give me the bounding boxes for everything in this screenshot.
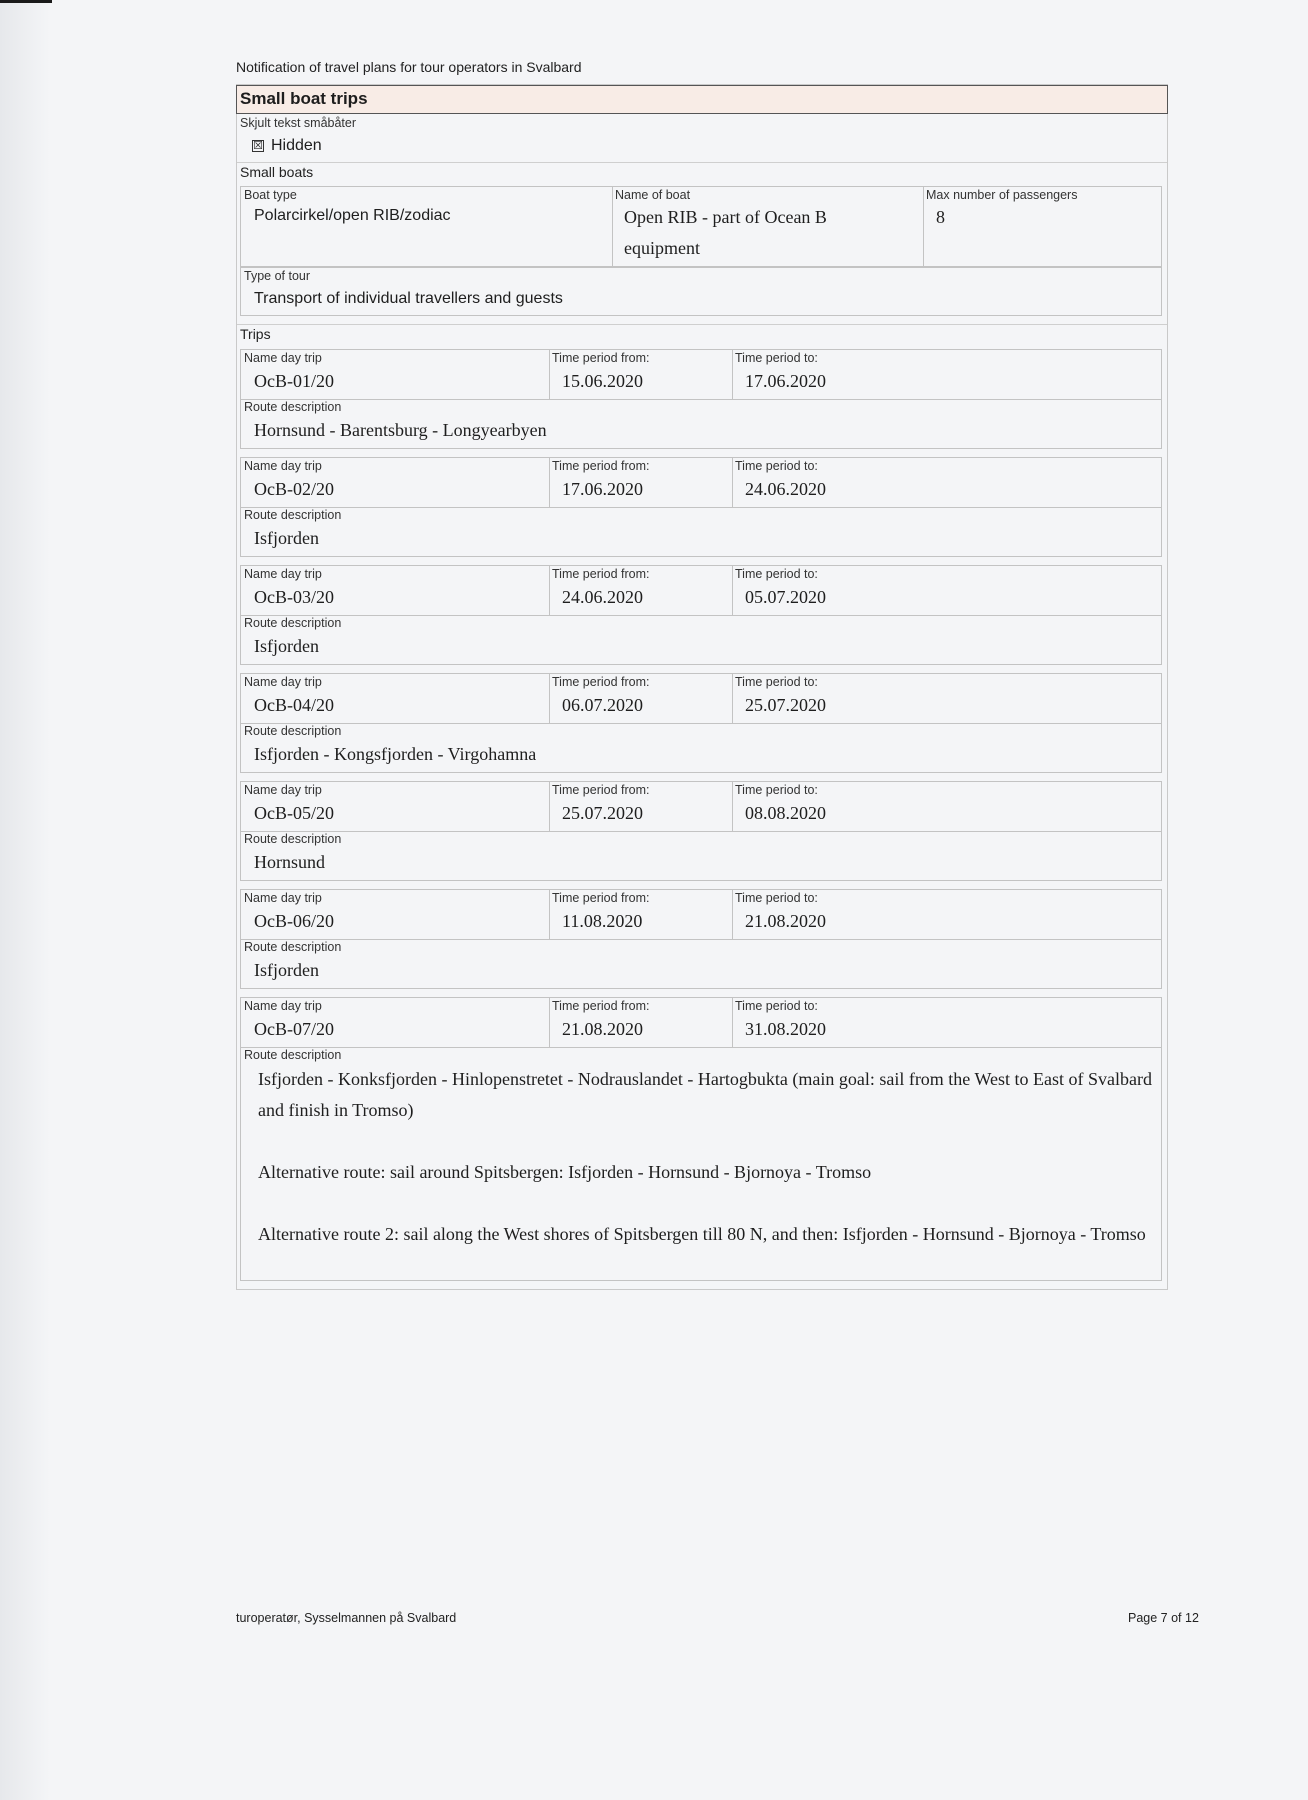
time-from-label: Time period from:: [552, 675, 650, 689]
hidden-checkbox[interactable]: ☒: [253, 140, 263, 152]
max-passengers-value: 8: [936, 207, 945, 227]
trip-name-label: Name day trip: [244, 459, 322, 473]
time-to-label: Time period to:: [735, 999, 818, 1013]
divider: [237, 162, 1167, 163]
footer-left: turoperatør, Sysselmannen på Svalbard: [236, 1611, 457, 1625]
time-from: 11.08.2020: [562, 911, 643, 931]
trip-block: [240, 457, 1162, 557]
time-from: 06.07.2020: [562, 695, 643, 715]
boat-name-value-line2: equipment: [624, 238, 700, 258]
hidden-value: Hidden: [271, 137, 322, 154]
trip-block: [240, 997, 1162, 1281]
trip-name: OcB-03/20: [254, 587, 334, 607]
page-number: Page 7 of 12: [1128, 1611, 1199, 1625]
time-from: 24.06.2020: [562, 587, 643, 607]
time-to-label: Time period to:: [735, 891, 818, 905]
trip-name: OcB-05/20: [254, 803, 334, 823]
trip-name-label: Name day trip: [244, 891, 322, 905]
tour-type-row: [240, 267, 1162, 316]
trip-name: OcB-01/20: [254, 371, 334, 391]
trip-block: [240, 349, 1162, 449]
route-label: Route description: [244, 1048, 342, 1062]
trip-name-label: Name day trip: [244, 351, 322, 365]
trip-name: OcB-07/20: [254, 1019, 334, 1039]
boat-type-label: Boat type: [244, 188, 297, 202]
time-from-label: Time period from:: [552, 783, 650, 797]
route-paragraph-alternative: Alternative route: sail around Spitsbergen: Isfjorden - Hornsund - Bjornoya - Tromso: [258, 1162, 872, 1182]
route-label: Route description: [244, 400, 342, 414]
time-from: 15.06.2020: [562, 371, 643, 391]
trips-label: Trips: [240, 326, 271, 342]
time-to: 24.06.2020: [745, 479, 826, 499]
scan-edge: [0, 0, 50, 1800]
trip-block: [240, 673, 1162, 773]
time-to: 08.08.2020: [745, 803, 826, 823]
time-to-label: Time period to:: [735, 675, 818, 689]
trip-name-label: Name day trip: [244, 999, 322, 1013]
trip-name: OcB-04/20: [254, 695, 334, 715]
trip-name: OcB-02/20: [254, 479, 334, 499]
trip-name-label: Name day trip: [244, 783, 322, 797]
time-from: 25.07.2020: [562, 803, 643, 823]
time-to: 31.08.2020: [745, 1019, 826, 1039]
time-from-label: Time period from:: [552, 459, 650, 473]
boat-type-value: Polarcirkel/open RIB/zodiac: [254, 207, 451, 224]
time-to-label: Time period to:: [735, 459, 818, 473]
route-paragraph-alternative-2: Alternative route 2: sail along the West shores of Spitsbergen till 80 N, and then: Isfjorden - Hornsund - Bjornoya - Tromso: [258, 1224, 1146, 1244]
time-to: 25.07.2020: [745, 695, 826, 715]
time-from: 17.06.2020: [562, 479, 643, 499]
route-description: Isfjorden - Kongsfjorden - Virgohamna: [254, 744, 537, 764]
route-description: Hornsund - Barentsburg - Longyearbyen: [254, 420, 547, 440]
hidden-text-label: Skjult tekst småbåter: [240, 116, 357, 130]
time-to: 17.06.2020: [745, 371, 826, 391]
route-label: Route description: [244, 508, 342, 522]
small-boat-trips-form: [236, 84, 1168, 1290]
time-to-label: Time period to:: [735, 567, 818, 581]
time-to-label: Time period to:: [735, 351, 818, 365]
tour-type-value: Transport of individual travellers and guests: [254, 290, 563, 307]
trip-block: [240, 889, 1162, 989]
max-passengers-label: Max number of passengers: [926, 188, 1078, 202]
scan-corner-mark: [0, 0, 52, 3]
route-description: Isfjorden: [254, 528, 319, 548]
boat-name-value-line1: Open RIB - part of Ocean B: [624, 207, 827, 227]
divider: [237, 324, 1167, 325]
time-from-label: Time period from:: [552, 567, 650, 581]
page-header: Notification of travel plans for tour operators in Svalbard: [236, 59, 582, 75]
time-to-label: Time period to:: [735, 783, 818, 797]
route-label: Route description: [244, 724, 342, 738]
route-paragraph-main: Isfjorden - Konksfjorden - Hinlopenstretet - Nodrauslandet - Hartogbukta (main goal: sail from the West to East of Svalbard and finish in Tromso): [258, 1069, 1152, 1120]
time-to: 21.08.2020: [745, 911, 826, 931]
time-from-label: Time period from:: [552, 351, 650, 365]
tour-type-label: Type of tour: [244, 269, 311, 283]
trip-name: OcB-06/20: [254, 911, 334, 931]
time-from-label: Time period from:: [552, 999, 650, 1013]
time-to: 05.07.2020: [745, 587, 826, 607]
route-label: Route description: [244, 616, 342, 630]
boat-row: [240, 186, 1162, 267]
route-description: Isfjorden: [254, 960, 319, 980]
trip-block: [240, 565, 1162, 665]
small-boats-label: Small boats: [240, 164, 314, 180]
route-label: Route description: [244, 940, 342, 954]
section-title: Small boat trips: [236, 85, 1168, 114]
time-from: 21.08.2020: [562, 1019, 643, 1039]
route-description: Hornsund: [254, 852, 325, 872]
trip-block: [240, 781, 1162, 881]
trip-name-label: Name day trip: [244, 675, 322, 689]
trip-name-label: Name day trip: [244, 567, 322, 581]
route-description: Isfjorden: [254, 636, 319, 656]
boat-name-label: Name of boat: [615, 188, 691, 202]
route-label: Route description: [244, 832, 342, 846]
time-from-label: Time period from:: [552, 891, 650, 905]
